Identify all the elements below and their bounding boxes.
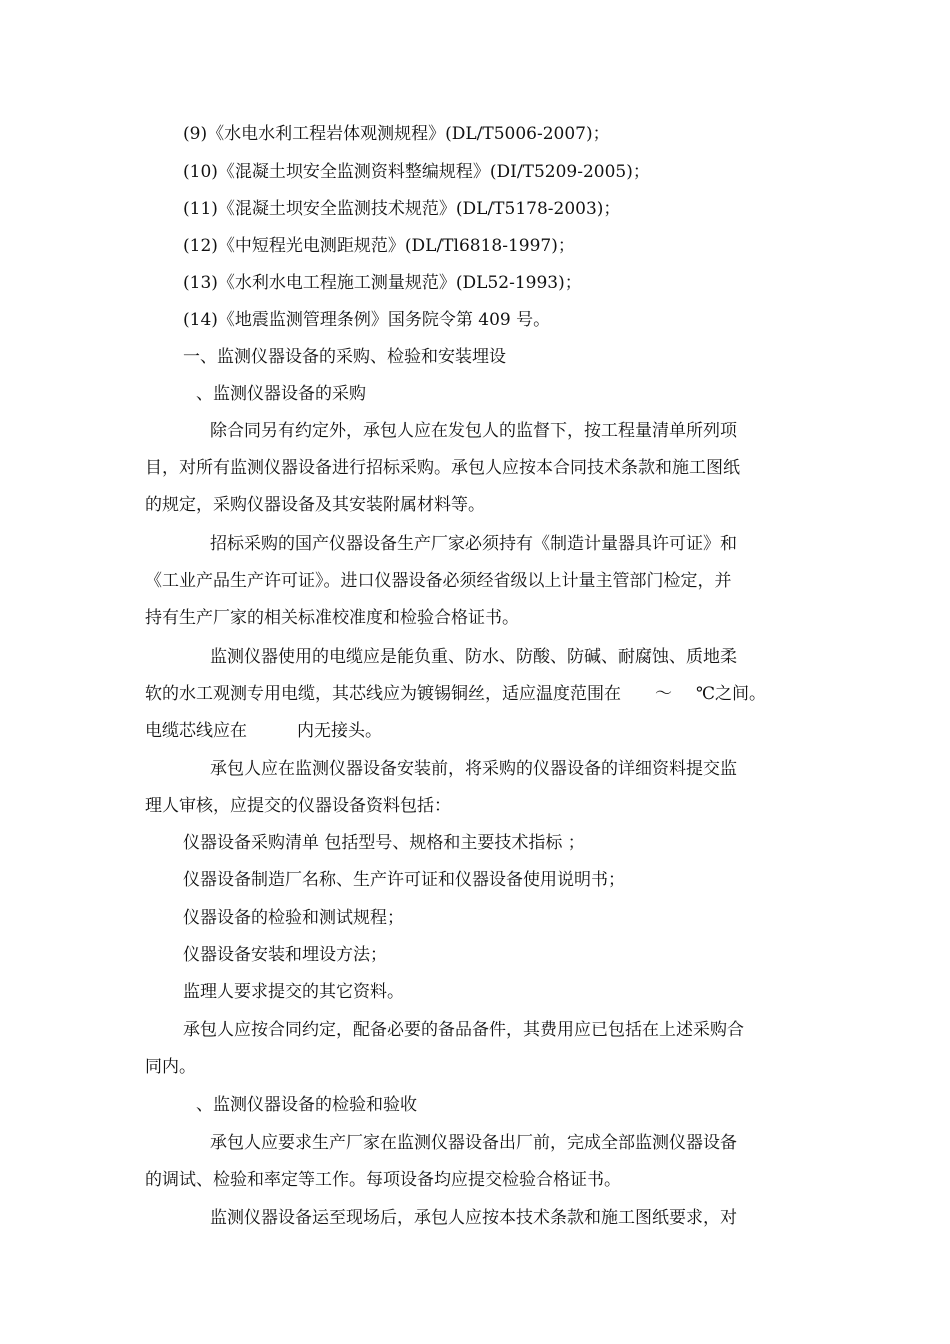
paragraph-text: 软的水工观测专用电缆，其芯线应为镀锡铜丝，适应温度范围在 — [145, 684, 621, 704]
list-item: 仪器设备制造厂名称、生产许可证和仪器设备使用说明书； — [183, 870, 625, 890]
paragraph-line: 《工业产品生产许可证》。进口仪器设备必须经省级以上计量主管部门检定，并 — [145, 571, 732, 591]
paragraph-line: 监测仪器设备运至现场后，承包人应按本技术条款和施工图纸要求，对 — [210, 1208, 737, 1228]
paragraph-line: 同内。 — [145, 1057, 196, 1077]
section-heading: 一、监测仪器设备的采购、检验和安装埋设 — [183, 347, 506, 367]
paragraph-text: 电缆芯线应在 — [145, 721, 247, 741]
paragraph-line: 目，对所有监测仪器设备进行招标采购。承包人应按本合同技术条款和施工图纸 — [145, 458, 740, 478]
list-item: 仪器设备采购清单 包括型号、规格和主要技术指标 ； — [183, 833, 585, 853]
paragraph-line: 招标采购的国产仪器设备生产厂家必须持有《制造计量器具许可证》和 — [210, 534, 737, 554]
paragraph-line — [145, 719, 382, 743]
paragraph-line: 承包人应在监测仪器设备安装前，将采购的仪器设备的详细资料提交监 — [210, 759, 737, 779]
list-item: 仪器设备安装和埋设方法； — [183, 945, 387, 965]
list-item: 仪器设备的检验和测试规程； — [183, 908, 404, 928]
paragraph-text: ℃之间。 — [696, 684, 767, 704]
reference-item: (11)《混凝土坝安全监测技术规范》(DL/T5178-2003)； — [183, 199, 621, 219]
paragraph-line: 持有生产厂家的相关标准校准度和检验合格证书。 — [145, 608, 519, 628]
range-tilde: ～ — [655, 684, 672, 704]
paragraph-line: 理人审核，应提交的仪器设备资料包括： — [145, 796, 451, 816]
reference-item: (14)《地震监测管理条例》国务院令第 409 号。 — [183, 310, 551, 330]
reference-item: (12)《中短程光电测距规范》(DL/Tl6818-1997)； — [183, 236, 575, 256]
subsection-heading: 、监测仪器设备的采购 — [196, 384, 366, 404]
paragraph-line: 监测仪器使用的电缆应是能负重、防水、防酸、防碱、耐腐蚀、质地柔 — [210, 647, 737, 667]
paragraph-line: 的规定，采购仪器设备及其安装附属材料等。 — [145, 495, 485, 515]
subsection-heading: 、监测仪器设备的检验和验收 — [196, 1095, 417, 1115]
reference-item: (9)《水电水利工程岩体观测规程》(DL/T5006-2007)； — [183, 124, 610, 144]
paragraph-line: 除合同另有约定外，承包人应在发包人的监督下，按工程量清单所列项 — [210, 421, 737, 441]
paragraph-line: 承包人应按合同约定，配备必要的备品备件，其费用应已包括在上述采购合 — [183, 1020, 744, 1040]
reference-item: (10)《混凝土坝安全监测资料整编规程》(DI/T5209-2005)； — [183, 162, 650, 182]
paragraph-line: 的调试、检验和率定等工作。每项设备均应提交检验合格证书。 — [145, 1170, 621, 1190]
paragraph-line: 承包人应要求生产厂家在监测仪器设备出厂前，完成全部监测仪器设备 — [210, 1133, 737, 1153]
reference-item: (13)《水利水电工程施工测量规范》(DL52-1993)； — [183, 273, 582, 293]
list-item: 监理人要求提交的其它资料。 — [183, 982, 404, 1002]
paragraph-text: 内无接头。 — [297, 721, 382, 741]
paragraph-line — [145, 682, 766, 706]
